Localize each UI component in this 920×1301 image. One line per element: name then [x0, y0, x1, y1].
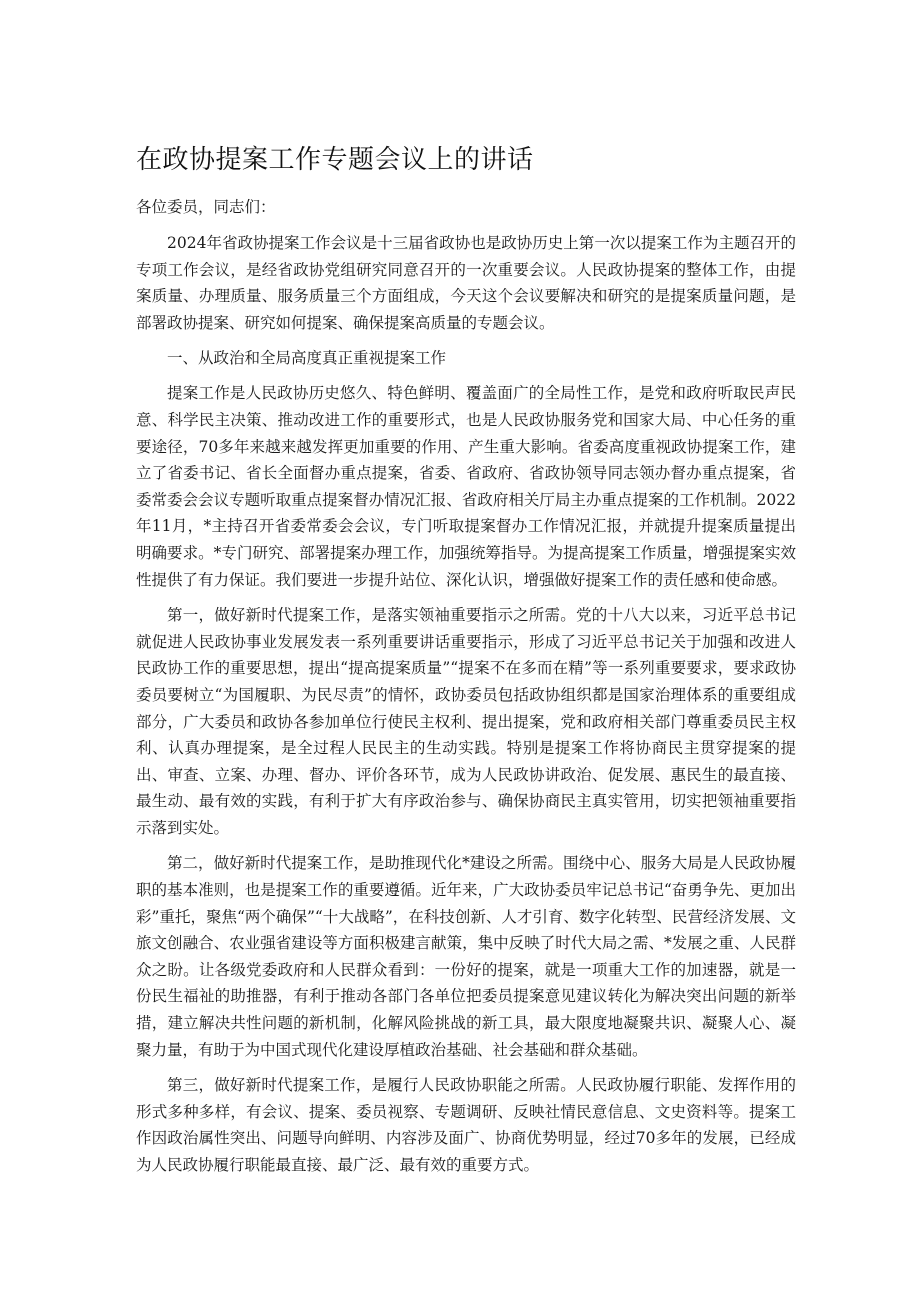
body-paragraph: 提案工作是人民政协历史悠久、特色鲜明、覆盖面广的全局性工作，是党和政府听取民声民意、科学民主决策、推动改进工作的重要形式，也是人民政协服务党和国家大局、中心任务的重要途径，70多年来越来越发挥更加重要的作用、产生重大影响。省委高度重视政协提案工作，建立了省委书记、省长全面督办重点提案，省委、省政府、省政协领导同志领办督办重点提案，省委常委会会议专题听取重点提案督办情况汇报、省政府相关厅局主办重点提案的工作机制。2022年11月，*主持召开省委常委会会议，专门听取提案督办工作情况汇报，并就提升提案质量提出明确要求。*专门研究、部署提案办理工作，加强统筹指导。为提高提案工作质量，增强提案实效性提供了有力保证。我们要进一步提升站位、深化认识，增强做好提案工作的责任感和使命感。	[136, 384, 796, 589]
document-title: 在政协提案工作专题会议上的讲话	[136, 145, 534, 175]
body-paragraph: 第一，做好新时代提案工作，是落实领袖重要指示之所需。党的十八大以来，习近平总书记就促进人民政协事业发展发表一系列重要讲话重要指示，形成了习近平总书记关于加强和改进人民政协工作的重要思想，提出“提高提案质量”“提案不在多而在精”等一系列重要要求，要求政协委员要树立“为国履职、为民尽责”的情怀，政协委员包括政协组织都是国家治理体系的重要组成部分，广大委员和政协各参加单位行使民主权利、提出提案，党和政府相关部门尊重委员民主权利、认真办理提案，是全过程人民民主的生动实践。特别是提案工作将协商民主贯穿提案的提出、审查、立案、办理、督办、评价各环节，成为人民政协讲政治、促发展、惠民生的最直接、最生动、最有效的实践，有利于扩大有序政治参与、确保协商民主真实管用，切实把领袖重要指示落到实处。	[136, 606, 796, 837]
greeting: 各位委员，同志们：	[136, 198, 276, 216]
body-paragraph: 第二，做好新时代提案工作，是助推现代化*建设之所需。围绕中心、服务大局是人民政协履职的基本准则，也是提案工作的重要遵循。近年来，广大政协委员牢记总书记“奋勇争先、更加出彩”重托，聚焦“两个确保”“十大战略”，在科技创新、人才引育、数字化转型、民营经济发展、文旅文创融合、农业强省建设等方面积极建言献策，集中反映了时代大局之需、*发展之重、人民群众之盼。让各级党委政府和人民群众看到：一份好的提案，就是一项重大工作的加速器，就是一份民生福祉的助推器，有利于推动各部门各单位把委员提案意见建议转化为解决突出问题的新举措，建立解决共性问题的新机制，化解风险挑战的新工具，最大限度地凝聚共识、凝聚人心、凝聚力量，有助于为中国式现代化建设厚植政治基础、社会基础和群众基础。	[136, 854, 796, 1059]
document-page	[136, 140, 796, 1188]
section-heading: 一、从政治和全局高度真正重视提案工作	[167, 349, 447, 368]
intro-paragraph: 2024年省政协提案工作会议是十三届省政协也是政协历史上第一次以提案工作为主题召开的专项工作会议，是经省政协党组研究同意召开的一次重要会议。人民政协提案的整体工作，由提案质量、办理质量、服务质量三个方面组成，今天这个会议要解决和研究的是提案质量问题，是部署政协提案、研究如何提案、确保提案高质量的专题会议。	[136, 234, 796, 332]
body-paragraph: 第三，做好新时代提案工作，是履行人民政协职能之所需。人民政协履行职能、发挥作用的形式多种多样，有会议、提案、委员视察、专题调研、反映社情民意信息、文史资料等。提案工作因政治属性突出、问题导向鲜明、内容涉及面广、协商优势明显，经过70多年的发展，已经成为人民政协履行职能最直接、最广泛、最有效的重要方式。	[136, 1076, 796, 1174]
